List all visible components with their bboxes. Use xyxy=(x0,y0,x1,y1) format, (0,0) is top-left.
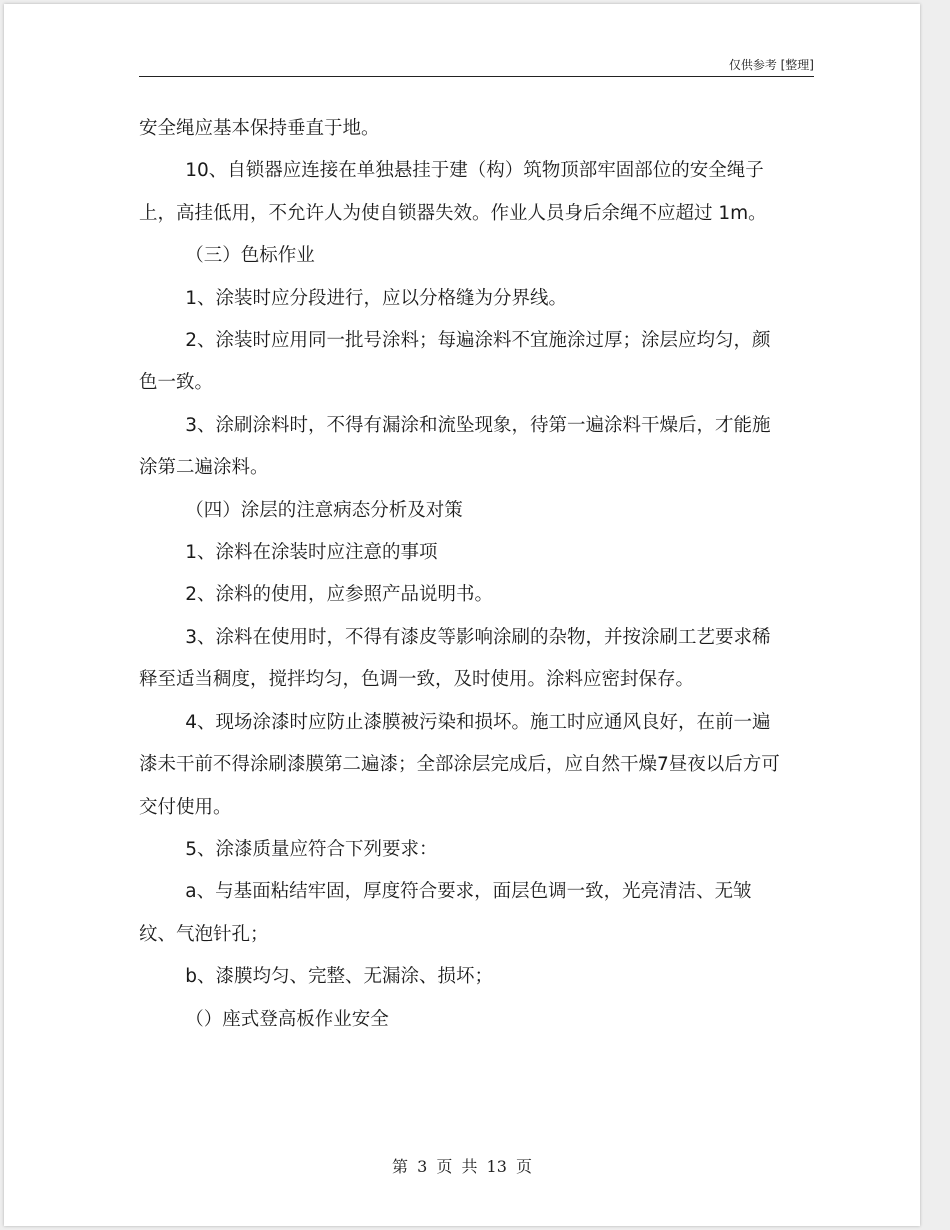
document-body xyxy=(139,108,784,1041)
section-heading-4: （四）涂层的注意病态分析及对策 xyxy=(185,499,463,521)
paragraph-11: 4、现场涂漆时应防止漆膜被污染和损坏。施工时应通风良好，在前一遍漆未干前不得涂刷漆膜第二遍漆；全部涂层完成后，应自然干燥7昼夜以后方可交付使用。 xyxy=(139,711,780,818)
document-page xyxy=(4,4,920,1226)
paragraph-14: b、漆膜均匀、完整、无漏涂、损坏； xyxy=(185,966,493,988)
paragraph-4: 1、涂装时应分段进行，应以分格缝为分界线。 xyxy=(185,287,568,309)
page-header: 仅供参考 [整理] xyxy=(139,56,814,77)
page-footer: 第 3 页 共 13 页 xyxy=(392,1157,532,1176)
paragraph-8: 1、涂料在涂装时应注意的事项 xyxy=(185,542,438,564)
paragraph-12: 5、涂漆质量应符合下列要求： xyxy=(185,838,438,860)
paragraph-5: 2、涂装时应用同一批号涂料；每遍涂料不宜施涂过厚；涂层应均匀，颜色一致。 xyxy=(139,330,771,394)
paragraph-9: 2、涂料的使用，应参照产品说明书。 xyxy=(185,584,494,606)
paragraph-10: 3、涂料在使用时，不得有漆皮等影响涂刷的杂物，并按涂刷工艺要求稀释至适当稠度，搅拌均匀，色调一致，及时使用。涂料应密封保存。 xyxy=(139,626,771,691)
paragraph-13: a、与基面粘结牢固，厚度符合要求，面层色调一致，光亮清洁、无皱纹、气泡针孔； xyxy=(139,881,752,945)
section-heading-15: （）座式登高板作业安全 xyxy=(185,1008,389,1030)
paragraph-1: 安全绳应基本保持垂直于地。 xyxy=(139,118,380,139)
paragraph-2: 10、自锁器应连接在单独悬挂于建（构）筑物顶部牢固部位的安全绳子上，高挂低用，不允许人为使自锁器失效。作业人员身后余绳不应超过 1m。 xyxy=(139,160,767,224)
section-heading-3: （三）色标作业 xyxy=(185,245,315,267)
paragraph-6: 3、涂刷涂料时，不得有漏涂和流坠现象，待第一遍涂料干燥后，才能施涂第二遍涂料。 xyxy=(139,414,771,479)
